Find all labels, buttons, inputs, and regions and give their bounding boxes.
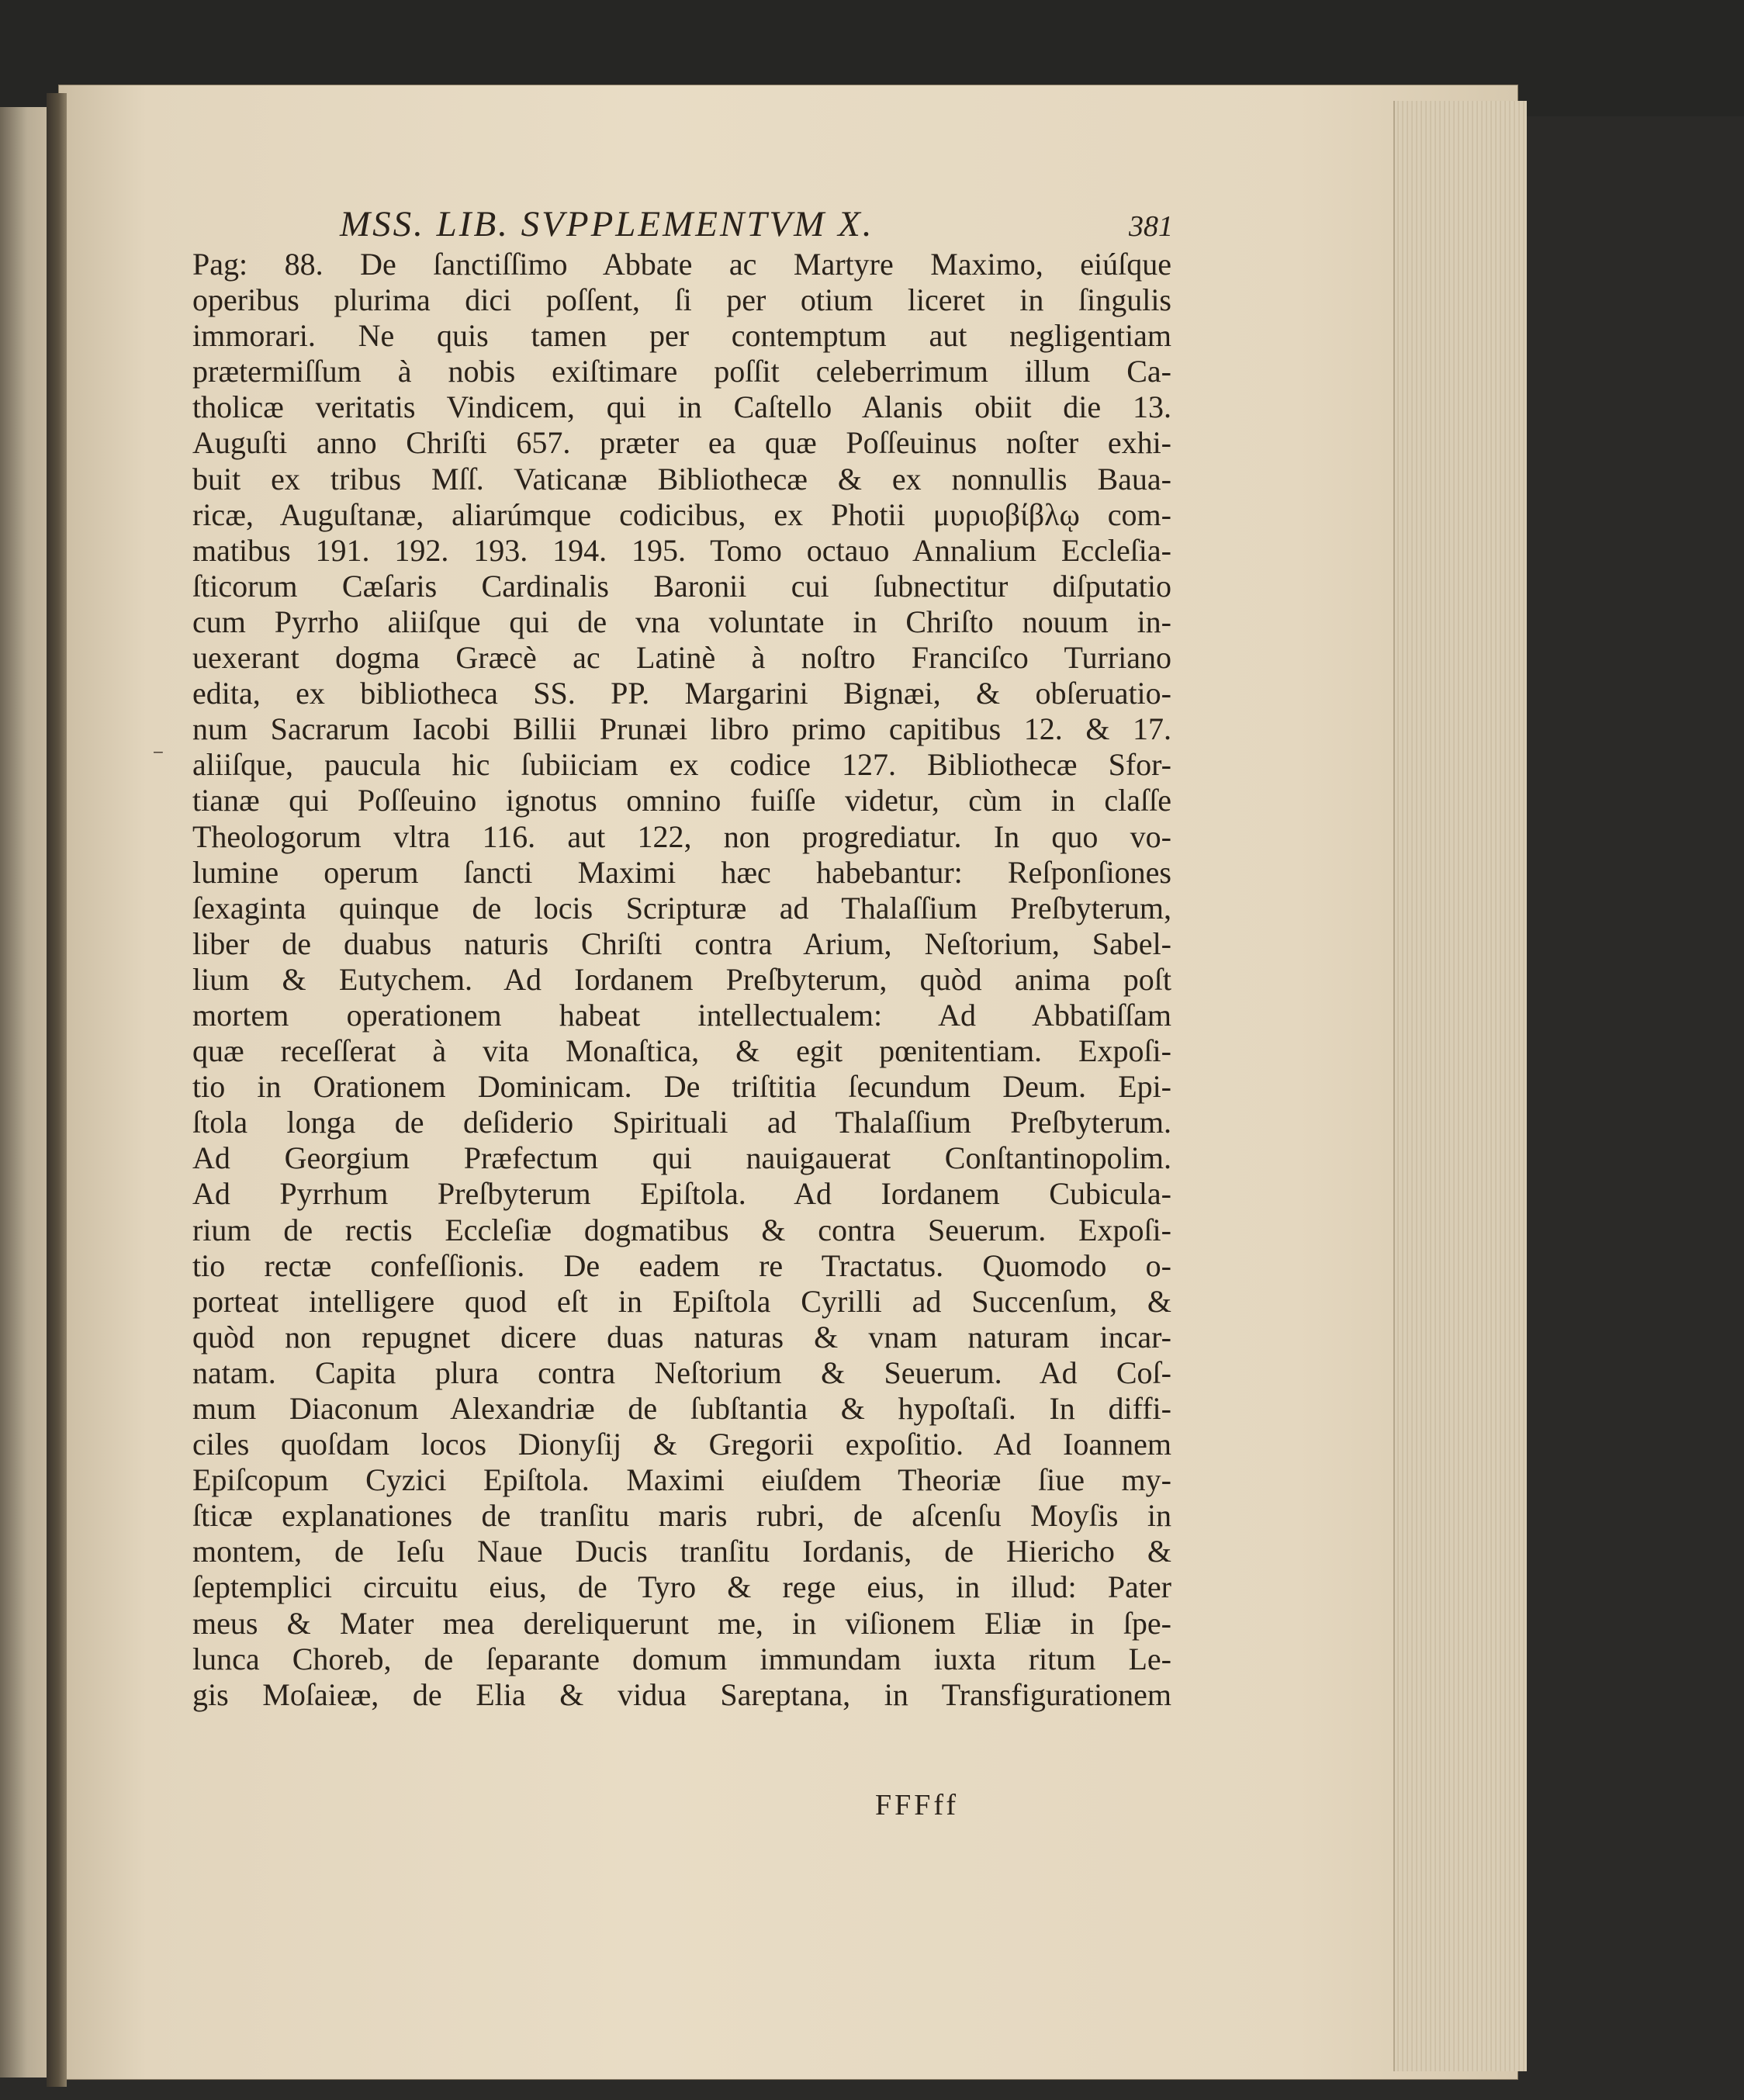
- text-line: matibus 191. 192. 193. 194. 195. Tomo octauo Annalium Eccleſia-: [192, 532, 1171, 568]
- text-line: Pag: 88. De ſanctiſſimo Abbate ac Martyre Maximo, eiúſque: [192, 247, 1171, 282]
- running-title: MSS. LIB. SVPPLEMENTVM X.: [340, 204, 874, 244]
- text-line: prætermiſſum à nobis exiſtimare poſſit celeberrimum illum Ca-: [192, 354, 1171, 389]
- text-line: ſtola longa de deſiderio Spirituali ad Thalaſſium Preſbyterum.: [192, 1105, 1171, 1140]
- body-text: [192, 247, 1171, 1713]
- text-line: operibus plurima dici poſſent, ſi per otium liceret in ſingulis: [192, 282, 1171, 318]
- text-line: ricæ, Auguſtanæ, aliarúmque codicibus, ex Photii μυριοβίβλῳ com-: [192, 496, 1171, 532]
- text-line: num Sacrarum Iacobi Billii Prunæi libro primo capitibus 12. & 17.: [192, 711, 1171, 747]
- text-line: tio in Orationem Dominicam. De triſtitia ſecundum Deum. Epi-: [192, 1069, 1171, 1105]
- text-line: ſexaginta quinque de locis Scripturæ ad Thalaſſium Preſbyterum,: [192, 890, 1171, 925]
- book-gutter: [47, 93, 67, 2087]
- running-head: [192, 203, 1173, 245]
- text-line: Ad Georgium Præfectum qui nauigauerat Conſtantinopolim.: [192, 1140, 1171, 1176]
- text-line: Ad Pyrrhum Preſbyterum Epiſtola. Ad Iordanem Cubicula-: [192, 1176, 1171, 1212]
- text-line: buit ex tribus Mſſ. Vaticanæ Bibliothecæ & ex nonnullis Baua-: [192, 461, 1171, 496]
- text-line: gis Moſaieæ, de Elia & vidua Sareptana, in Transfigurationem: [192, 1676, 1171, 1712]
- text-line: quæ receſſerat à vita Monaſtica, & egit pœnitentiam. Expoſi-: [192, 1033, 1171, 1069]
- text-line: Epiſcopum Cyzici Epiſtola. Maximi eiuſdem Theoriæ ſiue my-: [192, 1462, 1171, 1498]
- text-line: mum Diaconum Alexandriæ de ſubſtantia & hypoſtaſi. In diffi-: [192, 1391, 1171, 1426]
- text-line: cum Pyrrho aliiſque qui de vna voluntate in Chriſto nouum in-: [192, 604, 1171, 639]
- text-line: mortem operationem habeat intellectualem: Ad Abbatiſſam: [192, 997, 1171, 1033]
- text-line: quòd non repugnet dicere duas naturas & vnam naturam incar-: [192, 1319, 1171, 1354]
- signature-mark: FFFff: [875, 1789, 960, 1821]
- text-line: aliiſque, paucula hic ſubiiciam ex codice 127. Bibliothecæ Sfor-: [192, 747, 1171, 783]
- text-line: ſticæ explanationes de tranſitu maris rubri, de aſcenſu Moyſis in: [192, 1498, 1171, 1534]
- text-line: tianæ qui Poſſeuino ignotus omnino fuiſſe videtur, cùm in claſſe: [192, 783, 1171, 818]
- page-stack-edge: [1393, 101, 1527, 2071]
- text-line: ſeptemplici circuitu eius, de Tyro & rege eius, in illud: Pater: [192, 1569, 1171, 1605]
- text-line: montem, de Ieſu Naue Ducis tranſitu Iordanis, de Hiericho &: [192, 1534, 1171, 1569]
- text-line: Theologorum vltra 116. aut 122, non progrediatur. In quo vo-: [192, 818, 1171, 854]
- text-line: liber de duabus naturis Chriſti contra Arium, Neſtorium, Sabel-: [192, 925, 1171, 961]
- text-line: uexerant dogma Græcè ac Latinè à noſtro Franciſco Turriano: [192, 640, 1171, 676]
- text-line: lium & Eutychem. Ad Iordanem Preſbyterum, quòd anima poſt: [192, 961, 1171, 997]
- text-line: edita, ex bibliotheca SS. PP. Margarini Bignæi, & obſeruatio-: [192, 676, 1171, 711]
- text-line: porteat intelligere quod eſt in Epiſtola Cyrilli ad Succenſum, &: [192, 1283, 1171, 1319]
- text-line: rium de rectis Eccleſiæ dogmatibus & contra Seuerum. Expoſi-: [192, 1212, 1171, 1247]
- text-line: ciles quoſdam locos Dionyſij & Gregorii expoſitio. Ad Ioannem: [192, 1427, 1171, 1462]
- text-line: ſticorum Cæſaris Cardinalis Baronii cui ſubnectitur diſputatio: [192, 568, 1171, 604]
- text-line: lunca Choreb, de ſeparante domum immundam iuxta ritum Le-: [192, 1641, 1171, 1676]
- margin-dash-mark: ⁻: [152, 743, 164, 770]
- text-line: immorari. Ne quis tamen per contemptum aut negligentiam: [192, 318, 1171, 354]
- page-number: 381: [1129, 210, 1173, 243]
- page-text-block: [192, 203, 1171, 1713]
- text-line: lumine operum ſancti Maximi hæc habebantur: Reſponſiones: [192, 854, 1171, 890]
- text-line: Auguſti anno Chriſti 657. præter ea quæ Poſſeuinus noſter exhi-: [192, 425, 1171, 461]
- text-line: tholicæ veritatis Vindicem, qui in Caſtello Alanis obiit die 13.: [192, 389, 1171, 425]
- text-line: tio rectæ confeſſionis. De eadem re Tractatus. Quomodo o-: [192, 1247, 1171, 1283]
- text-line: meus & Mater mea dereliquerunt me, in viſionem Eliæ in ſpe-: [192, 1605, 1171, 1641]
- text-line: natam. Capita plura contra Neſtorium & Seuerum. Ad Coſ-: [192, 1354, 1171, 1390]
